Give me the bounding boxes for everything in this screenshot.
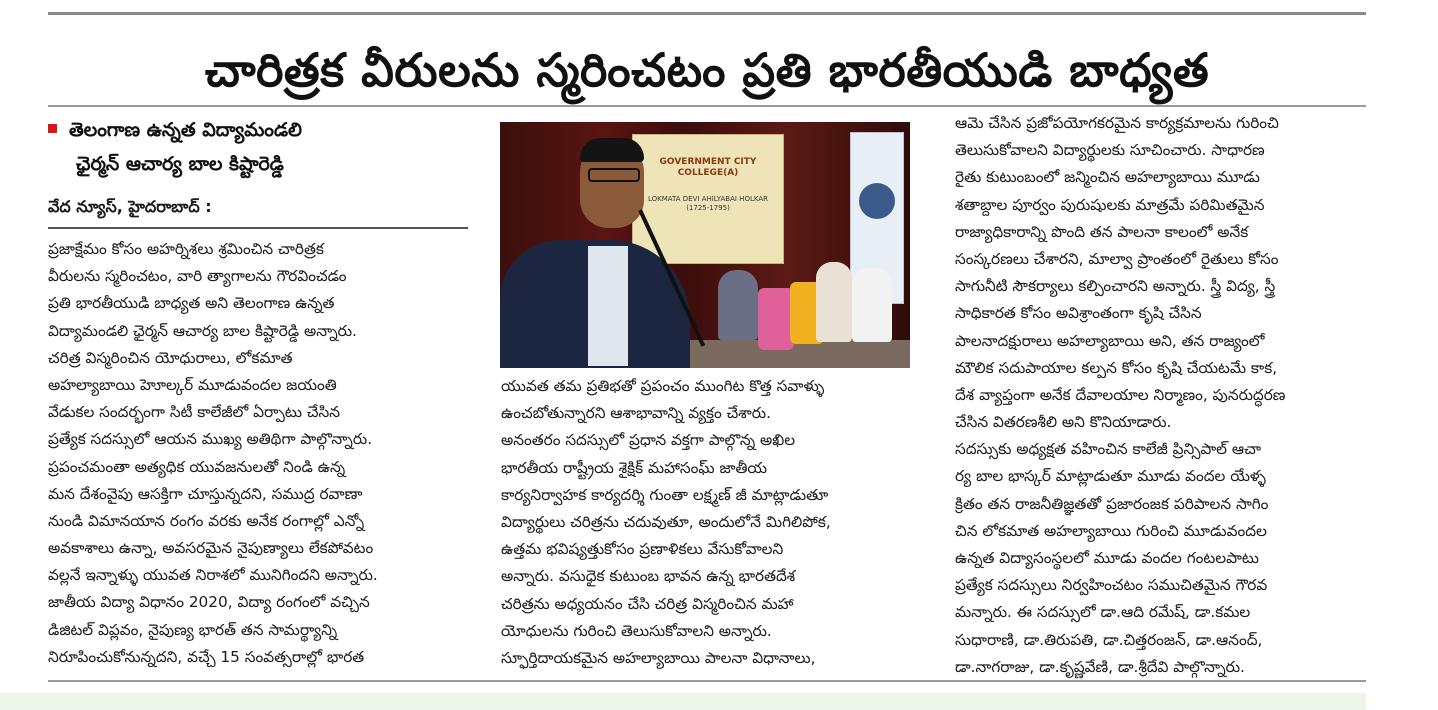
- text-line: డా.నాగరాజు, డా.కృష్ణవేణి, డా.శ్రీదేవి పాల్గొన్నారు.: [955, 657, 1245, 676]
- text-line: వేడుకల సందర్భంగా సిటీ కాలేజీలో ఏర్పాటు చేసిన: [48, 403, 340, 422]
- text-line: ప్రత్యేక సదస్సులో ఆయన ముఖ్య అతిథిగా పాల్గొన్నారు.: [48, 430, 373, 449]
- text-line: వీరులను స్మరించటం, వారి త్యాగాలను గౌరవించడం: [48, 267, 347, 286]
- text-line: సంస్కరణలు చేశారని, మాల్వా ప్రాంతంలో రైతులు కోసం: [955, 249, 1279, 268]
- photo-chair-pink: [758, 288, 794, 350]
- top-rule: [48, 12, 1366, 15]
- text-line: నిరూపించుకోనున్నదని, వచ్చే 15 సంవత్సరాల్లో భారత: [48, 647, 365, 666]
- subhead: [48, 113, 478, 181]
- dateline-rule: [48, 227, 468, 229]
- text-line: మౌలిక సదుపాయాల కల్పన కోసం కృషి చేయటమే కాక,: [955, 358, 1278, 377]
- text-line: రైతు కుటుంబంలో జన్మించిన అహల్యాబాయి మూడు: [955, 168, 1260, 187]
- red-square-bullet-icon: [48, 124, 57, 133]
- text-line: దేశ వ్యాప్తంగా అనేక దేవాలయాల నిర్మాణం, పునరుద్ధరణ: [955, 385, 1286, 404]
- event-photo: [500, 122, 910, 368]
- text-line: చిన లోకమాత అహల్యాబాయి గురించి మూడువందల: [955, 521, 1267, 540]
- text-line: మన్నారు. ఈ సదస్సులో డా.ఆది రమేష్, డా.కమల: [955, 603, 1251, 622]
- text-line: జాతీయ విద్యా విధానం 2020, విద్యా రంగంలో వచ్చిన: [48, 593, 370, 612]
- headline-rule: [48, 105, 1366, 107]
- dateline: వేద న్యూస్, హైదరాబాద్ :: [48, 197, 212, 216]
- text-line: అనంతరం సదస్సులో ప్రధాన వక్తగా పాల్గొన్న అఖిల: [501, 431, 796, 450]
- text-line: పాలనాదక్షురాలు అహల్యాబాయి అని, తన రాజ్యంలో: [955, 331, 1265, 350]
- text-line: అన్నారు. వసుధైక కుటుంబ భావన ఉన్న భారతదేశ: [501, 567, 796, 586]
- subhead-text-1: తెలంగాణ ఉన్నత విద్యామండలి: [69, 119, 302, 141]
- text-line: చేసిన వితరణశీలి అని కొనియాడారు.: [955, 413, 1172, 432]
- article-column-3: [955, 110, 1365, 681]
- text-line: అవకాశాలు ఉన్నా, అవసరమైన నైపుణ్యాలు లేకపోవటం: [48, 539, 374, 558]
- photo-guest-1: [718, 270, 758, 340]
- text-line: ప్రజాక్షేమం కోసం అహర్నిశలు శ్రమించిన చారిత్రక: [48, 240, 324, 258]
- text-line: వల్లనే ఇన్నాళ్ళు యువత నిరాశలో మునిగిందని అన్నారు.: [48, 566, 378, 585]
- text-line: యువత తమ ప్రతిభతో ప్రపంచం ముంగిట కొత్త సవాళ్ళు: [501, 377, 825, 395]
- text-line: ఆమె చేసిన ప్రజోపయోగకరమైన కార్యక్రమాలను గురించి: [955, 114, 1279, 132]
- text-line: విద్యామండలి ఛైర్మన్ ఆచార్య బాల కిష్టారెడ్డి అన్నారు.: [48, 321, 357, 340]
- text-line: ఉంచబోతున్నారని ఆశాభావాన్ని వ్యక్తం చేశారు.: [501, 404, 771, 423]
- article-column-2: [501, 373, 913, 672]
- photo-speaker-glasses: [588, 168, 640, 182]
- text-line: సాగునీటి సౌకర్యాలు కల్పించారని అన్నారు. స్త్రీ విద్య, స్త్రీ: [955, 277, 1276, 296]
- text-line: ఉత్తమ భవిష్యత్తుకోసం ప్రణాళికలు వేసుకోవాలని: [501, 540, 784, 559]
- text-line: ప్రత్యేక సదస్సులు నిర్వహించటం సముచితమైన గౌరవ: [955, 576, 1268, 595]
- text-line: భారతీయ రాష్ట్రీయ శైక్షిక్ మహాసంఘ్ జాతీయ: [501, 458, 768, 477]
- text-line: ప్రపంచమంతా అత్యధిక యువజనులతో నిండి ఉన్న: [48, 457, 346, 476]
- subhead-line-2: ఛైర్మన్ ఆచార్య బాల కిష్టారెడ్డి: [76, 153, 284, 175]
- article-column-1: [48, 236, 470, 671]
- text-line: కార్యనిర్వాహక కార్యదర్శి గుంతా లక్ష్మణ్ జీ మాట్లాడుతూ: [501, 485, 829, 504]
- text-line: ఉన్నత విద్యాసంస్థలలో మూడు వందల గంటలపాటు: [955, 549, 1259, 567]
- photo-speaker-hair: [580, 138, 644, 162]
- text-line: నుండి విమానయాన రంగం వరకు అనేక రంగాల్లో ఎన్నో: [48, 511, 365, 530]
- poster-portrait: [859, 183, 895, 219]
- text-line: చరిత్ర విస్మరించిన యోధురాలు, లోకమాత: [48, 348, 293, 367]
- text-line: సదస్సుకు అధ్యక్షత వహించిన కాలేజీ ప్రిన్సిపాల్ ఆచా: [955, 440, 1261, 459]
- photo-banner-title: GOVERNMENT CITY COLLEGE(A): [659, 157, 757, 178]
- text-line: స్ఫూర్తిదాయకమైన అహల్యాబాయి పాలనా విధానాలు,: [501, 648, 816, 667]
- text-line: ప్రతి భారతీయుడి బాధ్యత అని తెలంగాణ ఉన్నత: [48, 294, 335, 313]
- text-line: సుధారాణి, డా.తిరుపతి, డా.చిత్తరంజన్, డా.ఆనంద్,: [955, 630, 1263, 649]
- text-line: శతాబ్దాల పూర్వం పురుషులకు మాత్రమే పరిమితమైన: [955, 195, 1265, 214]
- photo-guest-2: [816, 262, 852, 342]
- photo-banner-subtitle: LOKMATA DEVI AHILYABAI HOLKAR (1725-1795): [648, 195, 768, 212]
- text-line: అహల్యాబాయి హెూల్కర్ మూడువందల జయంతి: [48, 375, 337, 394]
- text-line: మన దేశంవైపు ఆసక్తిగా చూస్తున్నదని, సముద్ర రవాణా: [48, 484, 363, 503]
- photo-guest-3: [852, 268, 892, 342]
- photo-stage-floor: [690, 340, 910, 368]
- text-line: చరిత్రను అధ్యయనం చేసి చరిత్ర విస్మరించిన మహా: [501, 594, 794, 613]
- text-line: డిజిటల్ విప్లవం, నైపుణ్య భారత్ తన సామర్థ్యాన్ని: [48, 620, 338, 639]
- headline: చారిత్రక వీరులను స్మరించటం ప్రతి భారతీయుడి బాధ్యత: [204, 43, 1210, 97]
- text-line: తెలుసుకోవాలని విద్యార్థులకు సూచించారు. సాధారణ: [955, 141, 1265, 160]
- text-line: యోధులను గురించి తెలుసుకోవాలని అన్నారు.: [501, 621, 772, 640]
- text-line: సాధికారత కోసం అవిశ్రాంతంగా కృషి చేసిన: [955, 304, 1202, 323]
- text-line: విద్యార్థులు చరిత్రను చదువుతూ, అందులోనే మిగిలిపోక,: [501, 512, 831, 531]
- text-line: ర్య బాల భాస్కర్ మాట్లాడుతూ మూడు వందల యేళ్ళ: [955, 467, 1266, 486]
- text-line: క్రితం తన రాజనీతిజ్ఞతతో ప్రజారంజక పరిపాలన సాగిం: [955, 494, 1269, 513]
- text-line: రాజ్యాధికారాన్ని పొంది తన పాలనా కాలంలో అనేక: [955, 222, 1249, 241]
- bottom-band: [0, 693, 1366, 710]
- bottom-rule: [48, 680, 1366, 682]
- subhead-line-1: [48, 113, 478, 147]
- photo-speaker-shirt: [588, 246, 628, 366]
